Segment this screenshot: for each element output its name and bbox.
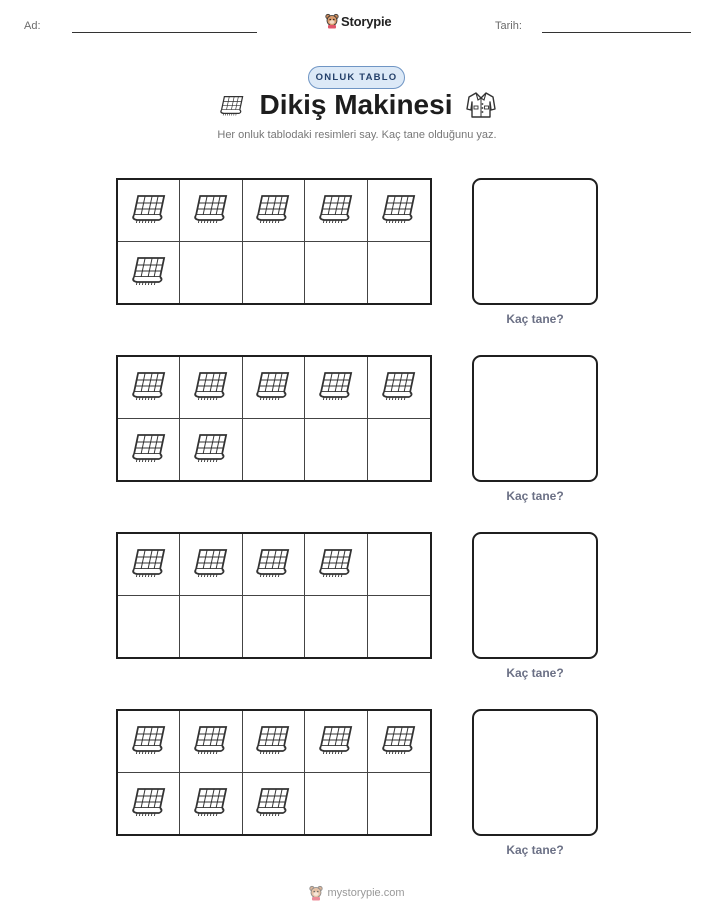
plaid-fabric-icon — [316, 191, 356, 230]
name-label: Ad: — [24, 20, 41, 32]
plaid-fabric-icon — [191, 430, 231, 469]
plaid-fabric-icon — [253, 784, 293, 823]
plaid-fabric-icon — [129, 784, 169, 823]
ten-frame-cell — [368, 242, 430, 304]
name-line[interactable] — [72, 32, 257, 33]
page-title: Dikiş Makinesi — [259, 89, 453, 120]
plaid-fabric-icon — [253, 545, 293, 584]
answer-label-2: Kaç tane? — [506, 489, 564, 503]
ten-frame-4 — [116, 709, 432, 836]
ten-frame-cell — [118, 711, 180, 773]
ten-frame-cell — [243, 773, 305, 835]
ten-frame-cell — [243, 596, 305, 658]
ten-frame-cell — [118, 534, 180, 596]
plaid-fabric-icon — [316, 368, 356, 407]
ten-frame-cell — [305, 596, 367, 658]
ten-frame-cell — [118, 180, 180, 242]
plaid-fabric-icon — [191, 784, 231, 823]
ten-frame-cell — [243, 711, 305, 773]
plaid-fabric-icon — [379, 722, 419, 761]
ten-frame-cell — [305, 711, 367, 773]
ten-frame-cell — [368, 180, 430, 242]
plaid-fabric-icon — [316, 722, 356, 761]
plaid-fabric-icon — [191, 368, 231, 407]
ten-frame-cell — [180, 242, 242, 304]
ten-frame-3 — [116, 532, 432, 659]
plaid-fabric-icon — [191, 191, 231, 230]
ten-frame-cell — [180, 596, 242, 658]
ten-frame-cell — [368, 419, 430, 481]
ten-frame-cell — [180, 773, 242, 835]
footer — [0, 885, 714, 901]
ten-frame-cell — [180, 711, 242, 773]
ten-frame-cell — [243, 419, 305, 481]
ten-frame-cell — [243, 534, 305, 596]
ten-frame-cell — [368, 596, 430, 658]
ten-frame-cell — [180, 180, 242, 242]
brand-name: Storypie — [341, 13, 392, 29]
plaid-fabric-icon — [253, 368, 293, 407]
worksheet-type-badge: ONLUK TABLO — [308, 66, 405, 89]
answer-box-3[interactable] — [472, 532, 598, 659]
shirt-icon — [466, 91, 496, 119]
ten-frame-cell — [368, 773, 430, 835]
ten-frame-cell — [243, 357, 305, 419]
title-row — [0, 89, 714, 121]
ten-frame-cell — [118, 773, 180, 835]
ten-frame-cell — [305, 534, 367, 596]
plaid-fabric-icon — [253, 191, 293, 230]
answer-box-2[interactable] — [472, 355, 598, 482]
plaid-fabric-icon — [129, 368, 169, 407]
answer-label-1: Kaç tane? — [506, 312, 564, 326]
ten-frame-cell — [368, 357, 430, 419]
ten-frame-cell — [180, 534, 242, 596]
ten-frame-cell — [305, 180, 367, 242]
ten-frame-cell — [118, 242, 180, 304]
plaid-fabric-icon — [379, 368, 419, 407]
plaid-fabric-icon — [379, 191, 419, 230]
plaid-fabric-icon — [129, 722, 169, 761]
plaid-fabric-icon — [129, 253, 169, 292]
ten-frame-1 — [116, 178, 432, 305]
answer-label-3: Kaç tane? — [506, 666, 564, 680]
answer-box-4[interactable] — [472, 709, 598, 836]
plaid-fabric-icon — [253, 722, 293, 761]
ten-frame-cell — [305, 357, 367, 419]
ten-frame-cell — [305, 242, 367, 304]
fabric-icon — [218, 93, 246, 117]
ten-frame-cell — [368, 711, 430, 773]
bear-mascot-icon — [309, 885, 323, 901]
date-line[interactable] — [542, 32, 691, 33]
ten-frame-cell — [305, 773, 367, 835]
footer-url[interactable]: mystorypie.com — [327, 887, 405, 899]
date-label: Tarih: — [495, 20, 522, 32]
plaid-fabric-icon — [191, 722, 231, 761]
ten-frame-cell — [305, 419, 367, 481]
brand-logo — [325, 13, 391, 29]
ten-frame-cell — [243, 180, 305, 242]
answer-box-1[interactable] — [472, 178, 598, 305]
ten-frame-2 — [116, 355, 432, 482]
ten-frame-cell — [243, 242, 305, 304]
plaid-fabric-icon — [129, 191, 169, 230]
ten-frame-cell — [180, 419, 242, 481]
answer-label-4: Kaç tane? — [506, 843, 564, 857]
plaid-fabric-icon — [191, 545, 231, 584]
ten-frame-cell — [180, 357, 242, 419]
instructions: Her onluk tablodaki resimleri say. Kaç tane olduğunu yaz. — [217, 129, 497, 141]
plaid-fabric-icon — [129, 430, 169, 469]
bear-mascot-icon — [325, 13, 339, 29]
plaid-fabric-icon — [129, 545, 169, 584]
ten-frame-cell — [368, 534, 430, 596]
ten-frame-cell — [118, 419, 180, 481]
ten-frame-cell — [118, 596, 180, 658]
plaid-fabric-icon — [316, 545, 356, 584]
ten-frame-cell — [118, 357, 180, 419]
